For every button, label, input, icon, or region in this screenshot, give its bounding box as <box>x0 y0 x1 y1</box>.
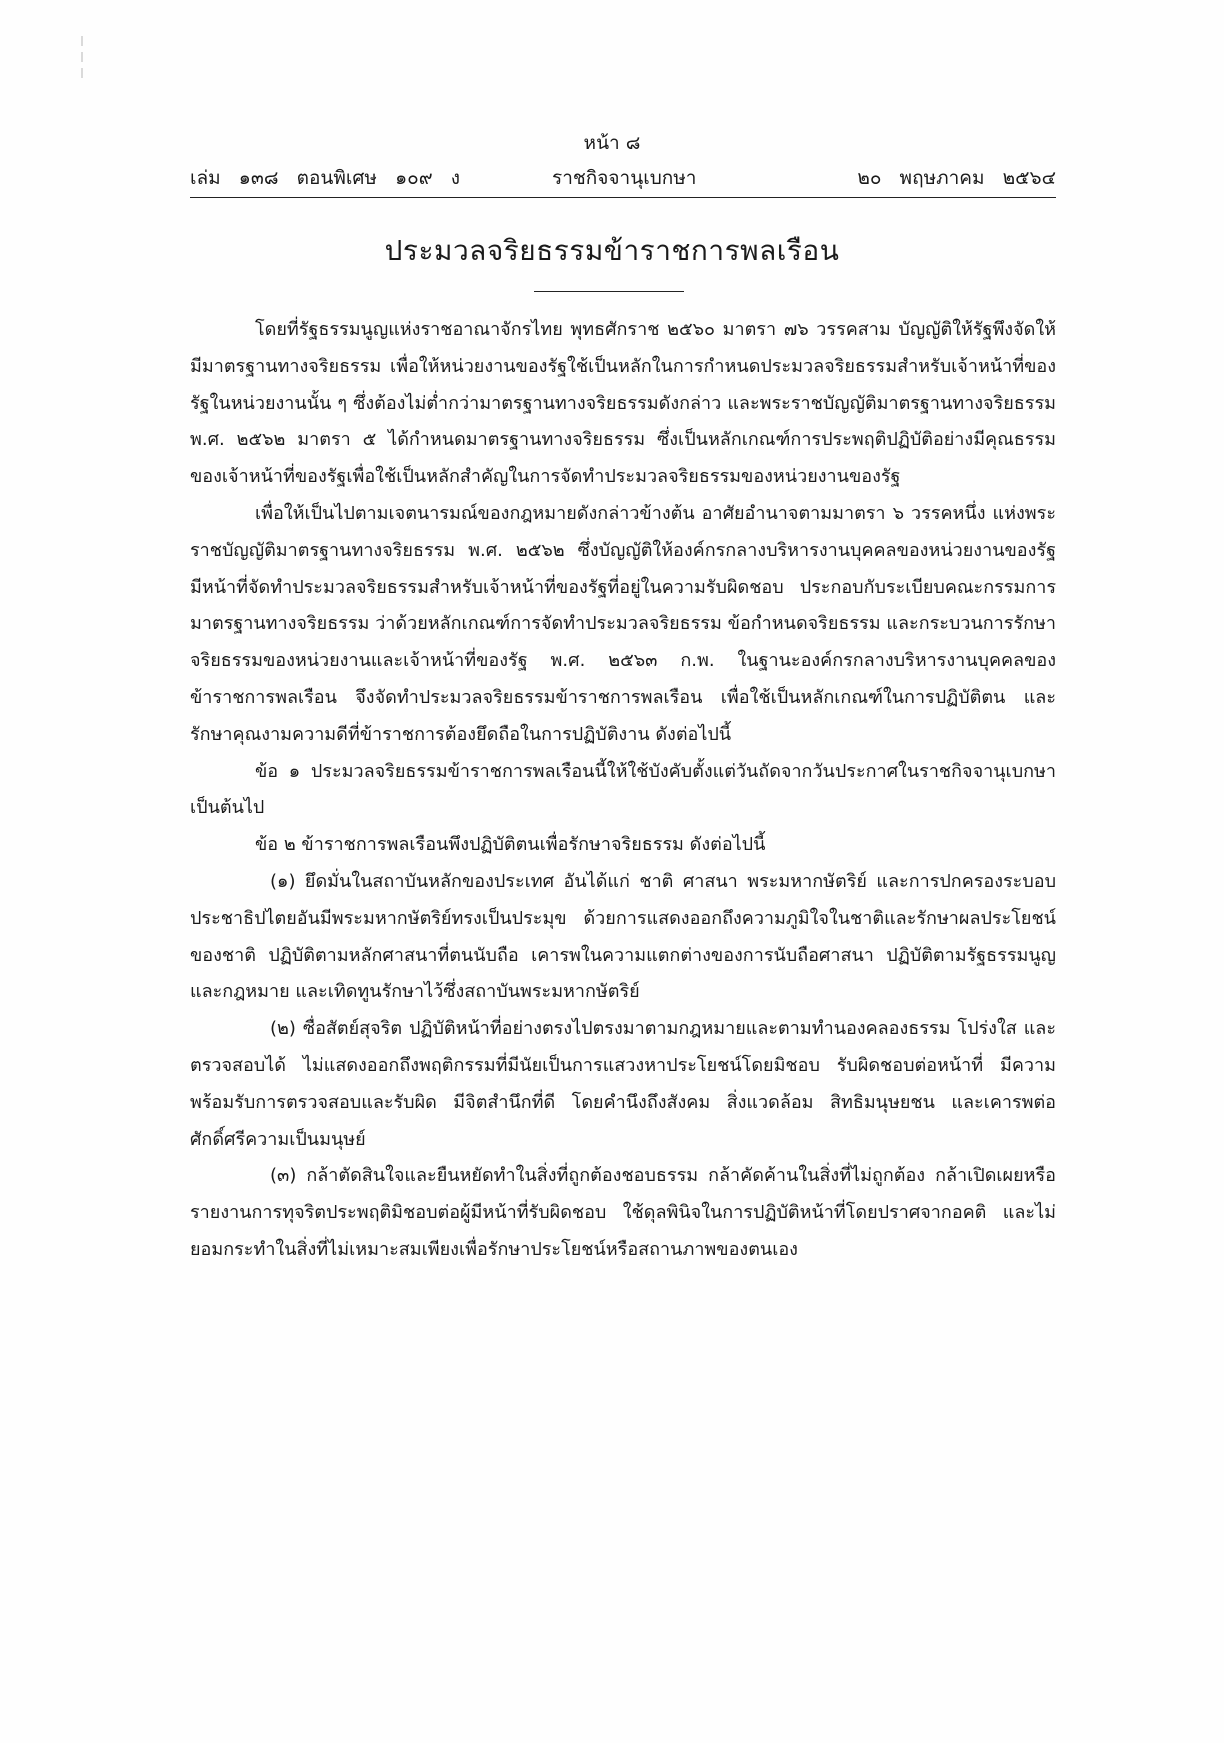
article-2-item-2: (๒) ซื่อสัตย์สุจริต ปฏิบัติหน้าที่อย่างตรงไปตรงมาตามกฎหมายและตามทำนองคลองธรรม โปร่งใส และตรวจสอบได้ ไม่แสดงออกถึงพฤติกรรมที่มีนัยเป็นการแสวงหาประโยชน์โดยมิชอบ รับผิดชอบต่อหน้าที่ มีความพร้อมรับการตรวจสอบและรับผิด มีจิตสำนึกที่ดี โดยคำนึงถึงสังคม สิ่งแวดล้อม สิทธิมนุษยชน และเคารพต่อศักดิ์ศรีความเป็นมนุษย์ <box>190 1018 1056 1150</box>
publication-date: ๒๐ พฤษภาคม ๒๕๖๔ <box>857 167 1056 189</box>
volume-issue: เล่ม ๑๓๘ ตอนพิเศษ ๑๐๙ ง <box>190 167 461 189</box>
authority-paragraph: เพื่อให้เป็นไปตามเจตนารมณ์ของกฎหมายดังกล่าวข้างต้น อาศัยอำนาจตามมาตรา ๖ วรรคหนึ่ง แห่งพระราชบัญญัติมาตรฐานทางจริยธรรม พ.ศ. ๒๕๖๒ ซึ่งบัญญัติให้องค์กรกลางบริหารงานบุคคลของหน่วยงานของรัฐมีหน้าที่จัดทำประมวลจริยธรรมสำหรับเจ้าหน้าที่ของรัฐที่อยู่ในความรับผิดชอบ ประกอบกับระเบียบคณะกรรมการมาตรฐานทางจริยธรรม ว่าด้วยหลักเกณฑ์การจัดทำประมวลจริยธรรม ข้อกำหนดจริยธรรม และกระบวนการรักษาจริยธรรมของหน่วยงานและเจ้าหน้าที่ของรัฐ พ.ศ. ๒๕๖๓ ก.พ. ในฐานะองค์กรกลางบริหารงานบุคคลของข้าราชการพลเรือน จึงจัดทำประมวลจริยธรรมข้าราชการพลเรือน เพื่อใช้เป็นหลักเกณฑ์ในการปฏิบัติตน และรักษาคุณงามความดีที่ข้าราชการต้องยึดถือในการปฏิบัติงาน ดังต่อไปนี้ <box>190 502 1056 745</box>
document-body <box>190 312 1056 1269</box>
header-divider <box>190 197 1056 198</box>
article-1: ข้อ ๑ ประมวลจริยธรรมข้าราชการพลเรือนนี้ให้ใช้บังคับตั้งแต่วันถัดจากวันประกาศในราชกิจจานุเบกษาเป็นต้นไป <box>190 760 1056 819</box>
document-title: ประมวลจริยธรรมข้าราชการพลเรือน <box>384 234 840 267</box>
page-number: หน้า ๘ <box>583 132 641 154</box>
preamble-paragraph: โดยที่รัฐธรรมนูญแห่งราชอาณาจักรไทย พุทธศักราช ๒๕๖๐ มาตรา ๗๖ วรรคสาม บัญญัติให้รัฐพึงจัดให้มีมาตรฐานทางจริยธรรม เพื่อให้หน่วยงานของรัฐใช้เป็นหลักในการกำหนดประมวลจริยธรรมสำหรับเจ้าหน้าที่ของรัฐในหน่วยงานนั้น ๆ ซึ่งต้องไม่ต่ำกว่ามาตรฐานทางจริยธรรมดังกล่าว และพระราชบัญญัติมาตรฐานทางจริยธรรม พ.ศ. ๒๕๖๒ มาตรา ๕ ได้กำหนดมาตรฐานทางจริยธรรม ซึ่งเป็นหลักเกณฑ์การประพฤติปฏิบัติอย่างมีคุณธรรมของเจ้าหน้าที่ของรัฐเพื่อใช้เป็นหลักสำคัญในการจัดทำประมวลจริยธรรมของหน่วยงานของรัฐ <box>190 319 1056 488</box>
article-2: ข้อ ๒ ข้าราชการพลเรือนพึงปฏิบัติตนเพื่อรักษาจริยธรรม ดังต่อไปนี้ <box>255 834 766 856</box>
publication-name: ราชกิจจานุเบกษา <box>552 167 697 189</box>
article-2-item-1: (๑) ยึดมั่นในสถาบันหลักของประเทศ อันได้แก่ ชาติ ศาสนา พระมหากษัตริย์ และการปกครองระบอบประชาธิปไตยอันมีพระมหากษัตริย์ทรงเป็นประมุข ด้วยการแสดงออกถึงความภูมิใจในชาติและรักษาผลประโยชน์ของชาติ ปฏิบัติตามหลักศาสนาที่ตนนับถือ เคารพในความแตกต่างของการนับถือศาสนา ปฏิบัติตามรัฐธรรมนูญและกฎหมาย และเทิดทูนรักษาไว้ซึ่งสถาบันพระมหากษัตริย์ <box>190 870 1056 1003</box>
gazette-header <box>190 165 1056 191</box>
title-underline <box>534 291 684 292</box>
article-2-item-3: (๓) กล้าตัดสินใจและยืนหยัดทำในสิ่งที่ถูกต้องชอบธรรม กล้าคัดค้านในสิ่งที่ไม่ถูกต้อง กล้าเปิดเผยหรือรายงานการทุจริตประพฤติมิชอบต่อผู้มีหน้าที่รับผิดชอบ ใช้ดุลพินิจในการปฏิบัติหน้าที่โดยปราศจากอคติ และไม่ยอมกระทำในสิ่งที่ไม่เหมาะสมเพียงเพื่อรักษาประโยชน์หรือสถานภาพของตนเอง <box>190 1165 1056 1260</box>
scan-artifact <box>78 30 86 90</box>
